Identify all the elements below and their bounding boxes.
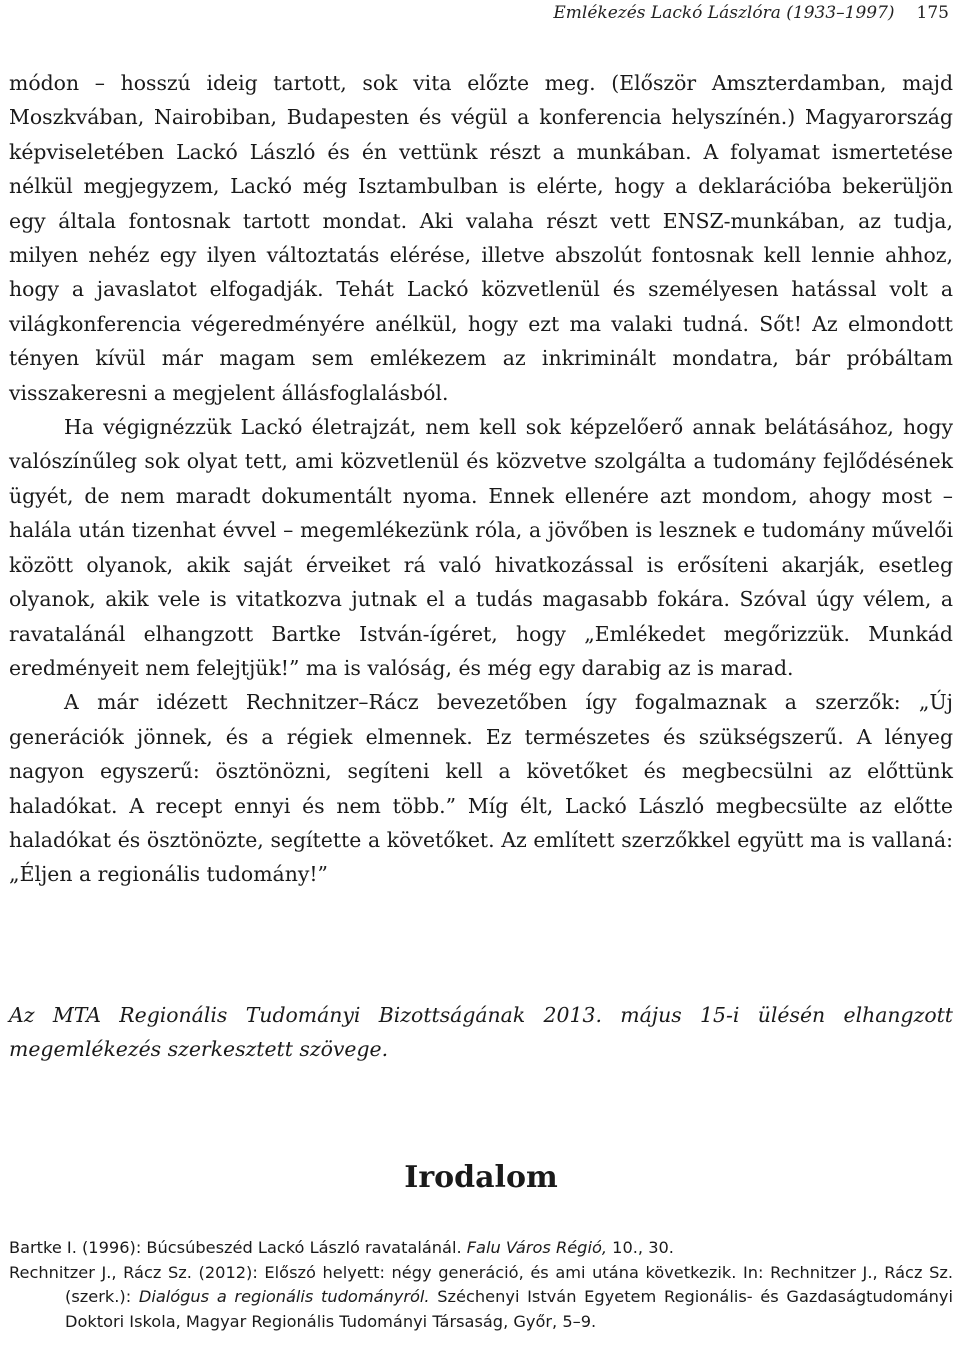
reference-text: Bartke I. (1996): Búcsúbeszéd Lackó László ravatalánál. — [9, 1238, 467, 1257]
document-page — [9, 0, 953, 1351]
reference-details: 10., 30. — [607, 1238, 674, 1257]
running-title: Emlékezés Lackó Lászlóra (1933–1997) — [553, 3, 895, 23]
reference-item — [9, 1236, 953, 1261]
reference-source: Falu Város Régió, — [466, 1238, 608, 1257]
reference-source: Dialógus a regionális tudományról. — [138, 1287, 430, 1306]
running-header — [553, 3, 949, 23]
references-heading: Irodalom — [404, 1160, 558, 1195]
references-list — [9, 1236, 953, 1334]
body-text — [9, 66, 953, 892]
reference-item — [9, 1261, 953, 1335]
closing-note: Az MTA Regionális Tudományi Bizottságának 2013. május 15-i ülésén elhangzott megemlékezés szerkesztett szövege. — [9, 1003, 953, 1061]
reference-text: Rechnitzer J., Rácz Sz. (2012): Előszó helyett: négy generáció, és ami utána következik. In: Rechnitzer J., Rácz Sz. (szerk.): — [9, 1262, 953, 1306]
page-number: 175 — [916, 3, 949, 23]
paragraph-quote: A már idézett Rechnitzer–Rácz bevezetőben így fogalmaznak a szerzők: „Új generációk jönnek, és a régiek elmennek. Ez természetes és szükségszerű. A lényeg nagyon egyszerű: ösztönözni, segíteni kell a követőket és megbecsülni az előttünk haladókat. A recept ennyi és nem több.” Míg élt, Lackó László megbecsülte az előtte haladókat és ösztönözte, segítette a követőket. Az említett szerzőkkel együtt ma is vallaná: „Éljen a regionális tudomány!” — [9, 690, 953, 887]
reference-details: Széchenyi István Egyetem Regionális- és Gazdaságtudományi Doktori Iskola, Magyar Regionális Tudományi Társaság, Győr, 5–9. — [65, 1287, 953, 1331]
paragraph-continued: módon – hosszú ideig tartott, sok vita előzte meg. (Először Amszterdamban, majd Moszkvában, Nairobiban, Budapesten és végül a konferencia helyszínén.) Magyarország képviseletében Lackó László és én vettünk részt a munkában. A folyamat ismertetése nélkül megjegyzem, Lackó még Isztambulban is elérte, hogy a deklarációba bekerüljön egy általa fontosnak tartott mondat. Aki valaha részt vett ENSZ-munkában, az tudja, milyen nehéz egy ilyen változtatás elérése, illetve abszolút fontosnak kell lennie ahhoz, hogy a javaslatot elfogadják. Tehát Lackó közvetlenül és személyesen hatással volt a világkonferencia végeredményére anélkül, hogy ezt ma valaki tudná. Sőt! Az elmondott tényen kívül már magam sem emlékezem az inkriminált mondatra, bár próbáltam visszakeresni a megjelent állásfoglalásból. — [9, 71, 953, 405]
paragraph-legacy: Ha végignézzük Lackó életrajzát, nem kell sok képzelőerő annak belátásához, hogy valószínűleg sok olyat tett, ami közvetlenül és közvetve szolgálta a tudomány fejlődésének ügyét, de nem maradt dokumentált nyoma. Ennek ellenére azt mondom, ahogy most – halála után tizenhat évvel – megemlékezünk róla, a jövőben is lesznek e tudomány művelői között olyanok, akik saját érveiket rá való hivatkozással is erősíteni akarják, esetleg olyanok, akik vele is vitatkozva jutnak el a tudás magasabb fokára. Szóval úgy vélem, a ravatalánál elhangzott Bartke István-ígéret, hogy „Emlékedet megőrizzük. Munkád eredményeit nem felejtjük!” ma is valóság, és még egy darabig az is marad. — [9, 415, 953, 680]
